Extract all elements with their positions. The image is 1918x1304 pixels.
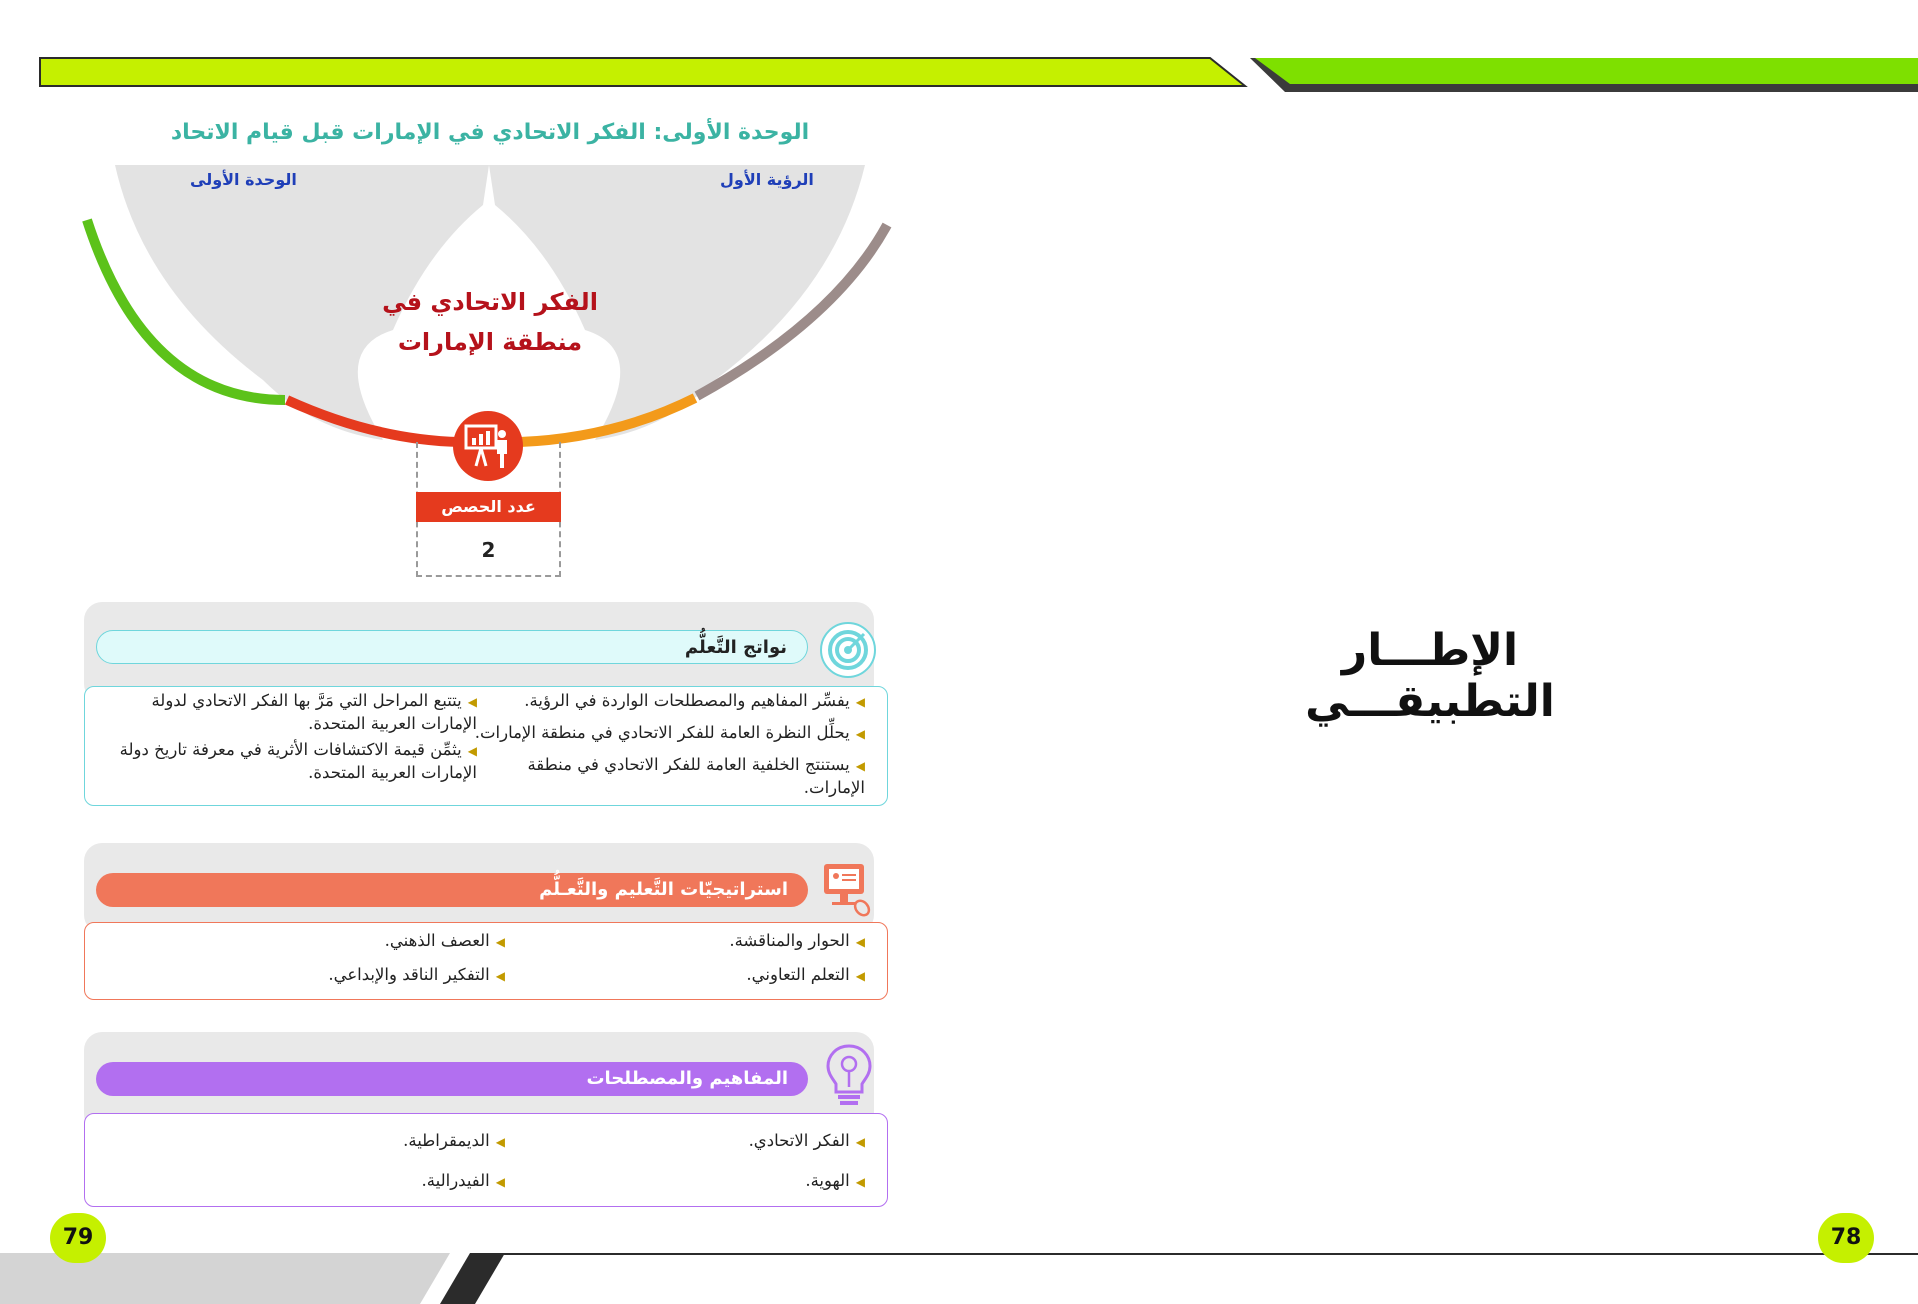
concepts-icon-badge (822, 1042, 876, 1112)
strategies-header (96, 873, 808, 907)
outcomes-right-column (470, 690, 865, 797)
top-decorative-band (0, 0, 1918, 110)
sessions-label: عدد الحصص (416, 492, 561, 522)
outcome-item: ◀يستنتج الخلفية العامة للفكر الاتحادي في منطقة الإمارات. (527, 755, 865, 797)
page-number-right: 78 (1818, 1213, 1874, 1263)
presenter-icon (452, 410, 524, 482)
concepts-title: المفاهيم والمصطلحات (586, 1068, 788, 1089)
lightbulb-head-icon (822, 1042, 876, 1112)
concept-item: ◀الديمقراطية. (403, 1131, 505, 1150)
bottom-decorative-band (0, 1225, 1918, 1304)
target-icon (822, 624, 874, 676)
strategy-item: ◀التفكير الناقد والإبداعي. (328, 965, 505, 984)
arch-center-line-1: الفكر الاتحادي في (382, 288, 598, 316)
strategy-item: ◀الحوار والمناقشة. (729, 931, 865, 950)
outcomes-icon-badge (820, 622, 876, 678)
strategies-right-column (520, 930, 865, 998)
arch-right-label: الرؤية الأول (720, 170, 814, 189)
strategy-item: ◀العصف الذهني. (384, 931, 505, 950)
concepts-right-column (520, 1130, 865, 1204)
sessions-value: 2 (481, 538, 496, 562)
outcome-item: ◀يتتبع المراحل التي مَرَّ بها الفكر الاتحادي لدولة الإمارات العربية المتحدة. (151, 691, 477, 733)
strategy-item: ◀التعلم التعاوني. (746, 965, 865, 984)
outcomes-left-column (92, 690, 477, 784)
concepts-left-column (180, 1130, 505, 1204)
page-number-left: 79 (50, 1213, 106, 1263)
arch-center-line-2: منطقة الإمارات (397, 328, 583, 356)
strategies-left-column (180, 930, 505, 998)
outcomes-header (96, 630, 808, 664)
applied-framework-title: الإطـــار التطبيقـــي (1305, 625, 1555, 727)
strategies-title: استراتيجيّات التَّعليم والتَّعـلُّم (539, 879, 788, 900)
concept-item: ◀الهوية. (805, 1171, 865, 1190)
unit-title: الوحدة الأولى: الفكر الاتحادي في الإمارات قبل قيام الاتحاد (170, 120, 810, 145)
outcome-item: ◀يحلِّل النظرة العامة للفكر الاتحادي في منطقة الإمارات. (474, 723, 865, 742)
strategies-icon-badge (820, 860, 876, 920)
concepts-header (96, 1062, 808, 1096)
computer-board-icon (820, 860, 876, 920)
concept-item: ◀الفيدرالية. (421, 1171, 505, 1190)
concept-item: ◀الفكر الاتحادي. (748, 1131, 865, 1150)
arch-left-label: الوحدة الأولى (190, 170, 297, 189)
outcome-item: ◀يفسِّر المفاهيم والمصطلحات الواردة في الرؤية. (524, 691, 865, 710)
arch-center-title (360, 282, 620, 362)
outcome-item: ◀يثمِّن قيمة الاكتشافات الأثرية في معرفة تاريخ دولة الإمارات العربية المتحدة. (119, 740, 477, 782)
outcomes-title: نواتج التَّعلُّم (684, 637, 787, 658)
